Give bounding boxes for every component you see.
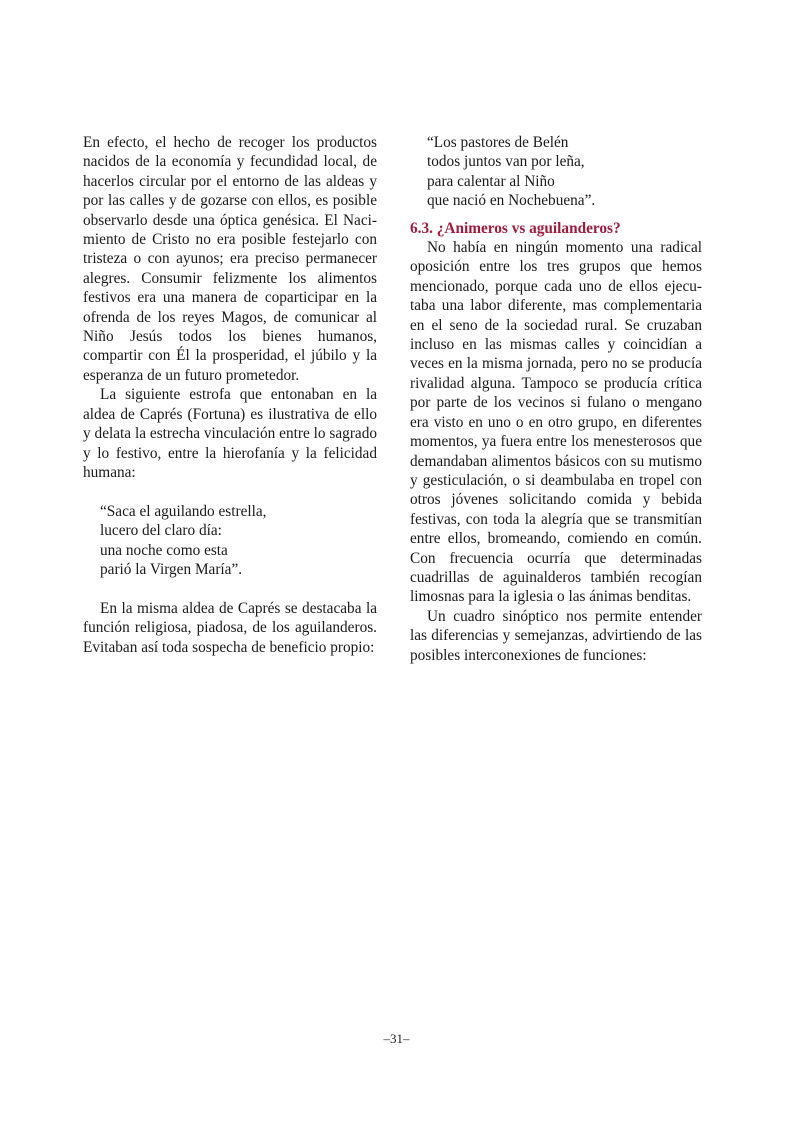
spacer — [83, 482, 377, 501]
section-heading: 6.3. ¿Animeros vs aguilanderos? — [410, 219, 621, 237]
verse-aguilando-estrella — [83, 502, 377, 580]
spacer — [83, 579, 377, 598]
verse-line: todos juntos van por leña, — [427, 153, 585, 171]
verse-line: para calentar al Niño — [427, 172, 555, 190]
verse-line: “Saca el aguilando estrella, — [100, 502, 267, 520]
verse-line: que nació en Nochebuena”. — [427, 192, 596, 210]
body-paragraph-economy: En efecto, el hecho de recoger los productos nacidos de la economía y fecundidad local, de hacerlos circular por el entorno de las aldeas y por las calles y de gozarse con ellos, es posible observarlo desde una óptica genésica. El Nacimiento de Cristo no era posible festejarlo con tristeza o con ayunos; era preciso permanecer alegres. Consumir felizmente los alimentos festivos era una manera de coparticipar en la ofrenda de los reyes Magos, de comunicar al Niño Jesús todos los bienes humanos, compartir con Él la prosperidad, el júbilo y la esperanza de un futuro prometedor. — [83, 134, 377, 384]
page-number: –31– — [383, 1031, 410, 1046]
body-paragraph-strophe-intro: La siguiente estrofa que entonaban en la aldea de Caprés (Fortuna) es ilustrativa de ello y delata la estrecha vinculación entre lo sagrado y lo festivo, entre la hierofanía y la felicidad humana: — [83, 386, 377, 481]
spacer — [410, 211, 702, 219]
verse-line: parió la Virgen María”. — [100, 560, 243, 578]
body-paragraph-groups: No había en ningún momento una radical oposición entre los tres grupos que hemos mencionado, porque cada uno de ellos ejecutaba una labor diferente, mas complementaria en el seno de la sociedad rural. Se cruzaban incluso en las mismas calles y coincidían a veces en la misma jornada, pero no se producía rivalidad alguna. Tampoco se producía crítica por parte de los vecinos si fulano o mengano era visto en uno o en otro grupo, en diferentes momentos, ya fuera entre los menesterosos que demandaban alimentos básicos con su mutismo y gesticulación, o si deambulaba en tropel con otros jóvenes solicitando comida y bebida festivas, con toda la alegría que se transmitían entre ellos, bromeando, comiendo en común. Con frecuencia ocurría que determinadas cuadrillas de aguinalderos también recogían limosnas para la iglesia o las ánimas benditas. — [410, 239, 702, 606]
right-column — [410, 133, 702, 665]
verse-line: una noche como esta — [100, 541, 228, 559]
verse-pastores-belen — [410, 133, 702, 211]
left-column — [83, 133, 377, 657]
body-paragraph-capres: En la misma aldea de Caprés se destacaba la función religiosa, piadosa, de los aguilanderos. Evitaban así toda sospecha de beneficio propio: — [83, 599, 377, 656]
verse-line: “Los pastores de Belén — [427, 134, 569, 151]
verse-line: lucero del claro día: — [100, 522, 222, 540]
body-paragraph-synoptic: Un cuadro sinóptico nos permite entender las diferencias y semejanzas, advirtiendo de las posibles interconexiones de funciones: — [410, 607, 702, 664]
